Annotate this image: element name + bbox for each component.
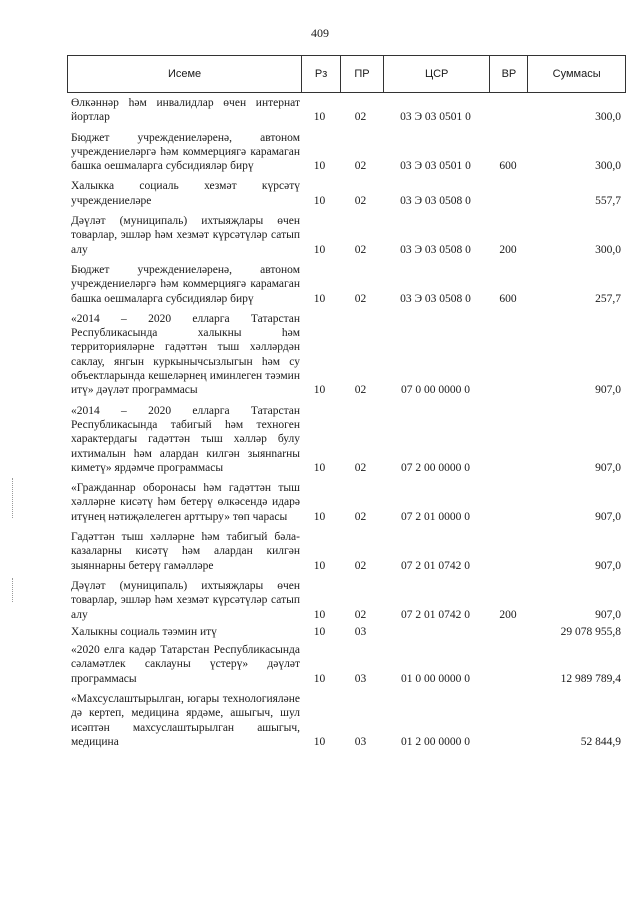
row-csr: 07 2 01 0000 0 xyxy=(401,510,470,523)
row-name: Бюджет учреждениеләренә, автоном учреждениеләргә һәм коммерциягә карамаган башка оешмаларга субсидияләр бирү xyxy=(71,263,300,305)
row-name: «Гражданнар оборонасы һәм гадәттән тыш хәлләрне кисәтү һәм бетерү өлкәсендә идарә итүнең нәтиҗәлелеген арттыру» төп чарасы xyxy=(71,482,300,523)
row-vr: 200 xyxy=(499,243,517,256)
row-name: Халыкны социаль тәэмин итү xyxy=(71,625,217,638)
table-row xyxy=(67,625,627,639)
table-row xyxy=(67,530,627,573)
header-name: Исеме xyxy=(68,56,302,92)
header-vr: ВР xyxy=(490,56,528,92)
row-rz: 10 xyxy=(313,461,326,474)
row-pr: 02 xyxy=(354,608,367,621)
table-row xyxy=(67,179,627,208)
row-pr: 02 xyxy=(354,194,367,207)
row-name: Халыкка социаль хезмәт күрсәтү учреждениеләре xyxy=(71,180,300,207)
row-rz: 10 xyxy=(313,160,326,173)
table-row xyxy=(67,263,627,306)
row-pr: 02 xyxy=(354,384,367,397)
row-csr: 03 Э 03 0508 0 xyxy=(400,292,471,305)
row-pr: 03 xyxy=(354,672,367,685)
header-csr: ЦСР xyxy=(384,56,491,92)
row-vr: 200 xyxy=(499,608,517,621)
row-pr: 02 xyxy=(354,461,367,474)
row-sum: 907,0 xyxy=(595,461,621,474)
header-pr: ПР xyxy=(341,56,384,92)
row-rz: 10 xyxy=(313,625,326,638)
row-rz: 10 xyxy=(313,608,326,621)
row-rz: 10 xyxy=(313,292,326,305)
row-sum: 300,0 xyxy=(595,160,621,173)
row-pr: 03 xyxy=(354,625,367,638)
table-row xyxy=(67,579,627,622)
row-pr: 02 xyxy=(354,160,367,173)
row-sum: 907,0 xyxy=(595,608,621,621)
table-row xyxy=(67,131,627,174)
row-csr: 03 Э 03 0501 0 xyxy=(400,111,471,124)
row-sum: 12 989 789,4 xyxy=(560,672,621,685)
row-name: «Махсуслаштырылган, югары технологияләне дә кертеп, медицина ярдәме, ашыгыч, шул исәптән махсуслаштырылган ашыгыч, медицина xyxy=(71,692,300,748)
row-csr: 03 Э 03 0501 0 xyxy=(400,160,471,173)
table-row xyxy=(67,96,627,125)
row-rz: 10 xyxy=(313,510,326,523)
row-name: Дәүләт (муниципаль) ихтыяҗлары өчен товарлар, эшләр һәм хезмәт күрсәтүләр сатып алу xyxy=(71,579,300,621)
row-sum: 557,7 xyxy=(595,194,621,207)
row-sum: 907,0 xyxy=(595,510,621,523)
margin-dotted-mark xyxy=(12,478,14,518)
row-sum: 52 844,9 xyxy=(580,735,621,748)
row-rz: 10 xyxy=(313,111,326,124)
margin-dotted-mark xyxy=(12,578,14,602)
row-name: «2020 елга кадәр Татарстан Республикасында сәламәтлек саклауны үстерү» дәүләт программасы xyxy=(71,644,300,685)
row-csr: 07 2 01 0742 0 xyxy=(401,559,470,572)
row-pr: 02 xyxy=(354,559,367,572)
row-rz: 10 xyxy=(313,243,326,256)
header-sum: Суммасы xyxy=(552,68,601,80)
row-sum: 29 078 955,8 xyxy=(560,625,621,638)
row-pr: 03 xyxy=(354,735,367,748)
row-rz: 10 xyxy=(313,194,326,207)
row-sum: 300,0 xyxy=(595,111,621,124)
row-pr: 02 xyxy=(354,243,367,256)
table-row xyxy=(67,643,627,686)
table-row xyxy=(67,692,627,749)
row-name: Гадәттән тыш хәлләрне һәм табигый бәла-казаларны кисәтү һәм алардан килгән зыяннарны бетерү гамәлләре xyxy=(71,531,300,572)
row-pr: 02 xyxy=(354,292,367,305)
page-number: 409 xyxy=(311,26,329,40)
table-header xyxy=(67,55,626,93)
table-body xyxy=(67,96,627,749)
row-name: Өлкәннәр һәм инвалидлар өчен интернат йортлар xyxy=(71,97,300,124)
row-vr: 600 xyxy=(499,160,517,173)
row-name: Бюджет учреждениеләренә, автоном учреждениеләргә һәм коммерциягә карамаган башка оешмаларга субсидияләр бирү xyxy=(71,131,300,173)
row-sum: 907,0 xyxy=(595,559,621,572)
row-csr: 01 2 00 0000 0 xyxy=(401,735,470,748)
row-csr: 07 2 00 0000 0 xyxy=(401,461,470,474)
row-csr: 07 0 00 0000 0 xyxy=(401,384,470,397)
row-csr: 03 Э 03 0508 0 xyxy=(400,194,471,207)
table-row xyxy=(67,312,627,398)
row-rz: 10 xyxy=(313,384,326,397)
row-pr: 02 xyxy=(354,111,367,124)
row-name: «2014 – 2020 елларга Татарстан Республикасында табигый һәм техноген характердагы гадәттән тыш хәлләр булу ихтималын һәм алардан килгән зыянnarны киметү» ярдәмче программасы xyxy=(71,404,300,474)
table-row xyxy=(67,481,627,524)
row-csr: 07 2 01 0742 0 xyxy=(401,608,470,621)
row-sum: 907,0 xyxy=(595,384,621,397)
row-sum: 257,7 xyxy=(595,292,621,305)
table-row xyxy=(67,404,627,475)
row-vr: 600 xyxy=(499,292,517,305)
row-rz: 10 xyxy=(313,672,326,685)
row-name: Дәүләт (муниципаль) ихтыяҗлары өчен товарлар, эшләр һәм хезмәт күрсәтүләр сатып алу xyxy=(71,215,300,256)
row-sum: 300,0 xyxy=(595,243,621,256)
row-name: «2014 – 2020 елларга Татарстан Республикасында халыкны һәм территорияләрне гадәттән тыш хәлләрдән саклау, янгын куркынычсызлыгын һәм су объектларында кешеләрнең иминлеген тәэмин итү» дәүләт программасы xyxy=(71,312,300,397)
row-csr: 03 Э 03 0508 0 xyxy=(400,243,471,256)
table-row xyxy=(67,214,627,257)
header-rz: Рз xyxy=(302,56,341,92)
row-rz: 10 xyxy=(313,559,326,572)
row-pr: 02 xyxy=(354,510,367,523)
row-rz: 10 xyxy=(313,735,326,748)
row-csr: 01 0 00 0000 0 xyxy=(401,672,470,685)
